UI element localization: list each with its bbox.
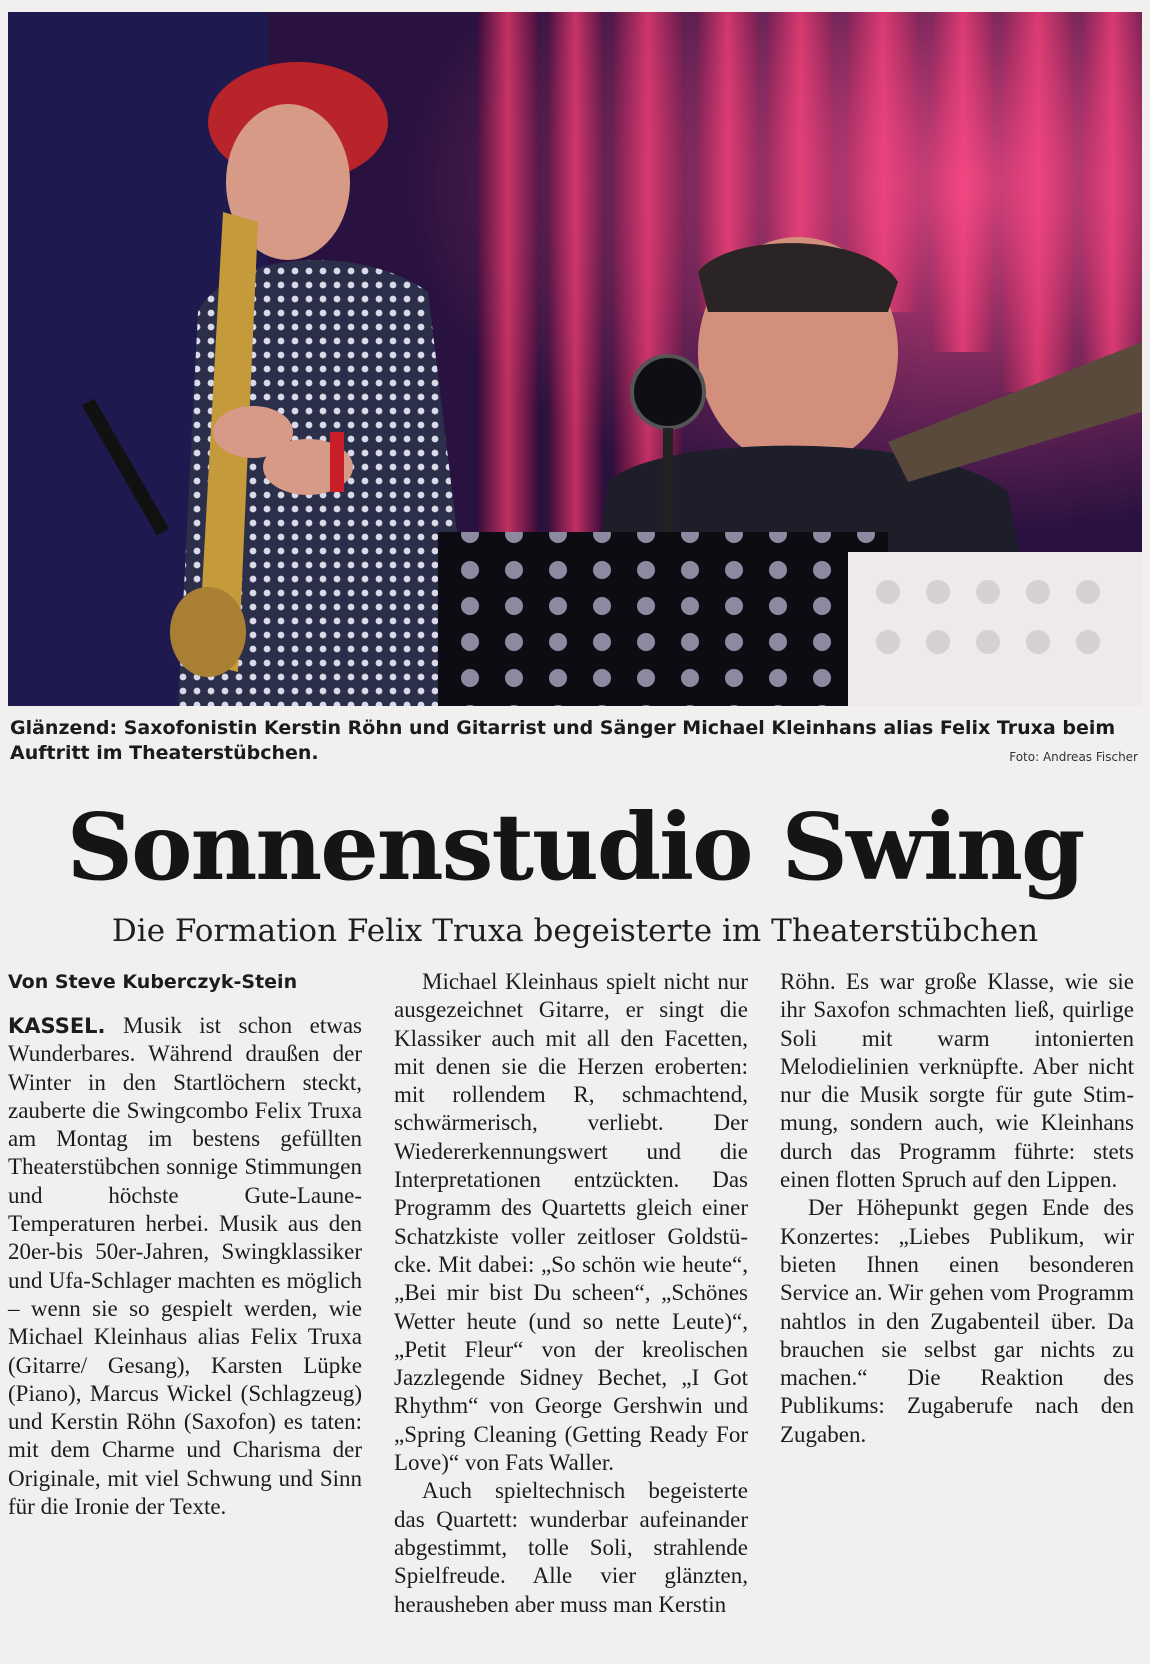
article-column-3 bbox=[780, 968, 1134, 1449]
concert-photo bbox=[8, 12, 1142, 706]
article-column-2 bbox=[394, 968, 748, 1619]
article-column-1 bbox=[8, 968, 362, 1521]
article-paragraph-1 bbox=[8, 1012, 362, 1521]
byline: Von Steve Kuberczyk-Stein bbox=[8, 971, 298, 993]
article-paragraph-3-continued: Röhn. Es war große Klasse, wie sie ihr Saxofon schmachten ließ, quirlige Soli mit warm intonierten Melodielinien verknüpfte. Aber nicht nur die Musik sorgte für gute Stimmung, sondern auch, wie Kleinhans durch das Programm führte: stets einen flotten Spruch auf den Lippen. bbox=[780, 969, 1134, 1193]
subheadline: Die Formation Felix Truxa begeisterte im Theaterstübchen bbox=[111, 913, 1039, 949]
photo-credit: Foto: Andreas Fischer bbox=[1009, 750, 1138, 764]
paragraph-1-text: Musik ist schon etwas Wunderbares. Während draußen der Winter in den Startlöchern steckt, zauberte die Swingcombo Felix Truxa am Montag im bestens gefüllten Theaterstübchen sonnige Stimmungen und höchste Gute-Laune-Temperaturen herbei. Musik aus den 20er-bis 50er-Jahren, Swingklassiker und Ufa-Schlager machten es möglich – wenn sie so gespielt werden, wie Michael Kleinhaus alias Felix Truxa (Gitarre/ Gesang), Karsten Lüpke (Piano), Marcus Wickel (Schlagzeug) und Kerstin Röhn (Saxofon) es taten: mit dem Charme und Charisma der Originale, mit viel Schwung und Sinn für die Ironie der Texte. bbox=[8, 1013, 362, 1520]
article-paragraph-4: Der Höhepunkt gegen Ende des Konzertes: „Liebes Publikum, wir bieten Ihnen einen besonderen Service an. Wir gehen vom Programm nahtlos in den Zugabenteil über. Da brauchen sie selbst gar nichts zu machen.“ Die Reaktion des Publikums: Zugaberufe nach den Zugaben. bbox=[780, 1195, 1134, 1447]
headline: Sonnenstudio Swing bbox=[66, 793, 1084, 901]
article-paragraph-3: Auch spieltechnisch begeisterte das Quartett: wunderbar aufeinander abgestimmt, tolle Soli, strahlende Spielfreude. Alle vier glänzten, herausheben aber muss man Kerstin bbox=[394, 1478, 748, 1617]
concert-photo-illustration bbox=[8, 12, 1142, 706]
dateline: KASSEL. bbox=[8, 1014, 106, 1038]
article-paragraph-2: Michael Kleinhaus spielt nicht nur ausgezeichnet Gitarre, er singt die Klassiker auch mit all den Facetten, mit denen sie die Herzen eroberten: mit rollendem R, schmachtend, schwärmerisch, verliebt. Der Wiedererkennungswert und die Interpretationen entzückten. Das Programm des Quartetts gleich einer Schatzkiste voller zeitloser Goldstücke. Mit dabei: „So schön wie heute“, „Bei mir bist Du scheen“, „Schönes Wetter heute (und so nette Leute)“, „Petit Fleur“ von der kreolischen Jazzlegende Sidney Bechet, „I Got Rhythm“ von George Gershwin und „Spring Cleaning (Getting Ready For Love)“ von Fats Waller. bbox=[394, 969, 748, 1476]
photo-caption: Glänzend: Saxofonistin Kerstin Röhn und Gitarrist und Sänger Michael Kleinhans alias Felix Truxa beim Auftritt im Theaterstübchen. bbox=[10, 717, 1116, 764]
